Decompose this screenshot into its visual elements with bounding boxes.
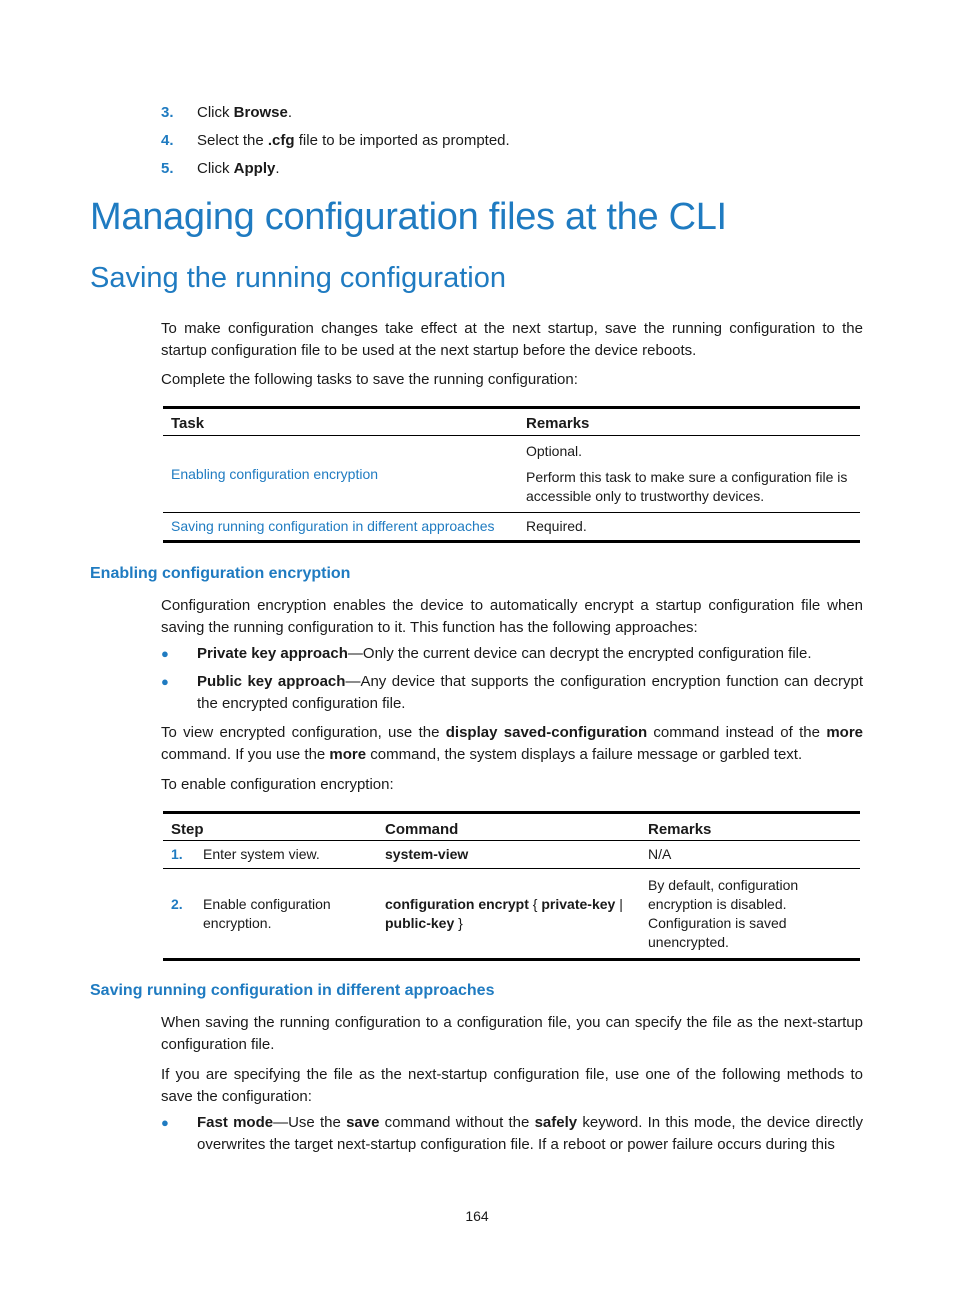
command-cell: system-view — [377, 841, 640, 869]
intro-paragraph: To make configuration changes take effect at the next startup, save the running configuration to the startup configuration file to be used at the next startup before the device reboots. — [161, 320, 863, 359]
step-text: Select the .cfg file to be imported as prompted. — [197, 132, 510, 149]
step-table — [163, 811, 860, 961]
remarks-cell: Optional. Perform this task to make sure a configuration file is accessible only to trustworthy devices. — [518, 436, 860, 513]
step-cell: 2. Enable configuration encryption. — [171, 895, 331, 931]
step-item — [161, 155, 510, 183]
remarks-cell: Required. — [526, 518, 587, 534]
task-link-encryption[interactable]: Enabling configuration encryption — [163, 436, 518, 513]
intro-paragraph-2: Complete the following tasks to save the running configuration: — [161, 371, 578, 388]
table-row — [163, 869, 860, 960]
table-row — [163, 841, 860, 869]
table-row — [163, 513, 860, 542]
bullet-item: ● Public key approach—Any device that supports the configuration encryption function can decrypt the encrypted configuration file. — [161, 673, 863, 712]
step-item — [161, 127, 510, 155]
bullet-icon: ● — [161, 646, 169, 661]
encryption-paragraph: Configuration encryption enables the device to automatically encrypt a startup configuration file when saving the running configuration to it. This function has the following approaches: — [161, 597, 863, 636]
bullet-item: ● Fast mode—Use the save command without the safely keyword. In this mode, the device directly overwrites the target next-startup configuration file. If a reboot or power failure occurs during this — [161, 1114, 863, 1153]
remarks-cell: N/A — [640, 841, 860, 869]
enable-encryption-lead: To enable configuration encryption: — [161, 776, 394, 793]
step-number: 4. — [161, 132, 174, 149]
bullet-icon: ● — [161, 1115, 169, 1130]
section-heading: Saving the running configuration — [90, 262, 506, 294]
table-header-remarks: Remarks — [518, 408, 860, 436]
step-list — [161, 99, 510, 183]
page-number: 164 — [465, 1208, 489, 1224]
step-number: 3. — [161, 104, 174, 121]
table-header-step: Step — [163, 813, 377, 841]
step-text: Click Apply. — [197, 160, 280, 177]
step-cell: 1. Enter system view. — [163, 841, 377, 869]
chapter-heading: Managing configuration files at the CLI — [90, 196, 727, 238]
task-table — [163, 406, 860, 543]
table-header-task: Task — [163, 408, 518, 436]
table-header-command: Command — [377, 813, 640, 841]
subsection-heading-saving: Saving running configuration in different approaches — [90, 982, 495, 999]
table-row — [163, 436, 860, 513]
step-text: Click Browse. — [197, 104, 293, 121]
saving-paragraph-2: If you are specifying the file as the next-startup configuration file, use one of the following methods to save the configuration: — [161, 1066, 863, 1105]
bullet-icon: ● — [161, 674, 169, 689]
remarks-cell: By default, configuration encryption is disabled. Configuration is saved unencrypted. — [648, 876, 799, 950]
table-header-remarks: Remarks — [640, 813, 860, 841]
saving-paragraph: When saving the running configuration to a configuration file, you can specify the file as the next-startup configuration file. — [161, 1014, 863, 1053]
step-item — [161, 99, 510, 127]
bullet-item: ● Private key approach—Only the current device can decrypt the encrypted configuration file. — [161, 643, 863, 665]
step-number: 5. — [161, 160, 174, 177]
command-cell: configuration encrypt { private-key | public-key } — [385, 895, 623, 931]
view-encrypted-paragraph: To view encrypted configuration, use the display saved-configuration command instead of the more command. If you use the more command, the system displays a failure message or garbled text. — [161, 724, 863, 763]
task-link-saving[interactable]: Saving running configuration in different approaches — [171, 518, 495, 534]
subsection-heading-encryption: Enabling configuration encryption — [90, 565, 351, 582]
